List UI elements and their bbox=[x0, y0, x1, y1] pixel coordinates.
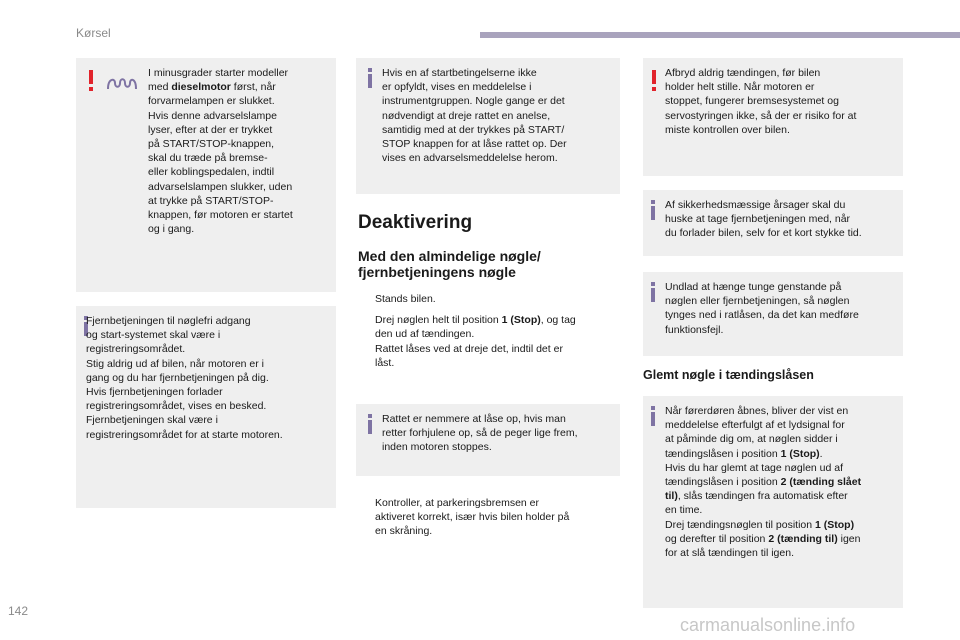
ignition-warning-text: Afbryd aldrig tændingen, før bilen holder helt stille. Når motoren er stoppet, fungerer bremsesystemet og servostyringen ikke, så der er risiko for at miste kontrollen over bilen. bbox=[665, 67, 857, 136]
lock-info-box bbox=[356, 404, 620, 476]
glow-plug-icon bbox=[106, 72, 138, 92]
remote-note-text: Fjernbetjeningen til nøglefri adgang og start-systemet skal være i registreringsområdet. Stig aldrig ud af bilen, når motoren er i gang og du har fjernbetjeningen på dig. Hvis fjernbetjeningen forlader registreringsområdet, vises en besked. Fjernbetjeningen skal være i registreringsområdet for at starte motoren. bbox=[86, 315, 283, 441]
remote-info-box bbox=[76, 306, 336, 508]
forgotten-key-box bbox=[643, 396, 903, 608]
safety-note-text: Af sikkerhedsmæssige årsager skal du huske at tage fjernbetjeningen med, når du forlader bilen, selv for et kort stykke tid. bbox=[665, 199, 862, 240]
weight-info-box bbox=[643, 272, 903, 356]
info-icon bbox=[368, 68, 372, 88]
safety-info-box bbox=[643, 190, 903, 256]
warning-icon bbox=[86, 70, 96, 92]
section-header: Kørsel bbox=[76, 26, 111, 40]
info-icon bbox=[651, 200, 655, 220]
lock-note-text: Rattet er nemmere at låse op, hvis man retter forhjulene op, så de peger lige frem, inden motoren stoppes. bbox=[382, 413, 578, 454]
forgotten-key-title: Glemt nøgle i tændingslåsen bbox=[643, 368, 814, 382]
diesel-warning-box bbox=[76, 58, 336, 292]
watermark: carmanualsonline.info bbox=[680, 615, 856, 635]
start-note-text: Hvis en af startbetingelserne ikke er opfyldt, vises en meddelelse i instrumentgruppen. Nogle gange er det nødvendigt at dreje rattet en anelse, samtidig med at der trykkes på START/ STOP knappen for at låse rattet op. Der vises en advarselsmeddelelse herom. bbox=[382, 67, 567, 165]
ignition-warning-box bbox=[643, 58, 903, 176]
section-title: Deaktivering bbox=[358, 212, 473, 233]
weight-note-text: Undlad at hænge tunge genstande på nøglen eller fjernbetjeningen, så nøglen tynges ned i ratlåsen, da det kan medføre funktionsfejl. bbox=[665, 281, 859, 336]
subsection-title: Med den almindelige nøgle/ fjernbetjeningens nøgle bbox=[358, 248, 541, 280]
info-icon bbox=[368, 414, 372, 434]
info-icon bbox=[651, 282, 655, 302]
forgotten-key-text: Når førerdøren åbnes, bliver der vist en meddelelse efterfulgt af et lydsignal for at påminde dig om, at nøglen sidder i tændingslåsen i position 1 (Stop). Hvis du har glemt at tage nøglen ud af tændingslåsen i position 2 (tænding slået til), slås tændingen fra automatisk efter en time. Drej tændingsnøglen til position 1 (Stop) og derefter til position 2 (tænding til) igen for at slå tændingen til igen. bbox=[665, 405, 862, 560]
header-bar bbox=[480, 32, 960, 38]
diesel-note-text: I minusgrader starter modeller med dieselmotor først, når forvarmelampen er slukket. Hvis denne advarselslampe lyser, efter at der er trykket på START/STOP-knappen, skal du træde på bremse- eller koblingspedalen, indtil advarselslampen slukker, uden at trykke på START/STOP- knappen, før motoren er startet og i gang. bbox=[148, 67, 293, 236]
page-number: 142 bbox=[8, 604, 29, 618]
info-icon bbox=[651, 406, 655, 426]
warning-icon bbox=[649, 70, 659, 92]
start-info-box bbox=[356, 58, 620, 194]
